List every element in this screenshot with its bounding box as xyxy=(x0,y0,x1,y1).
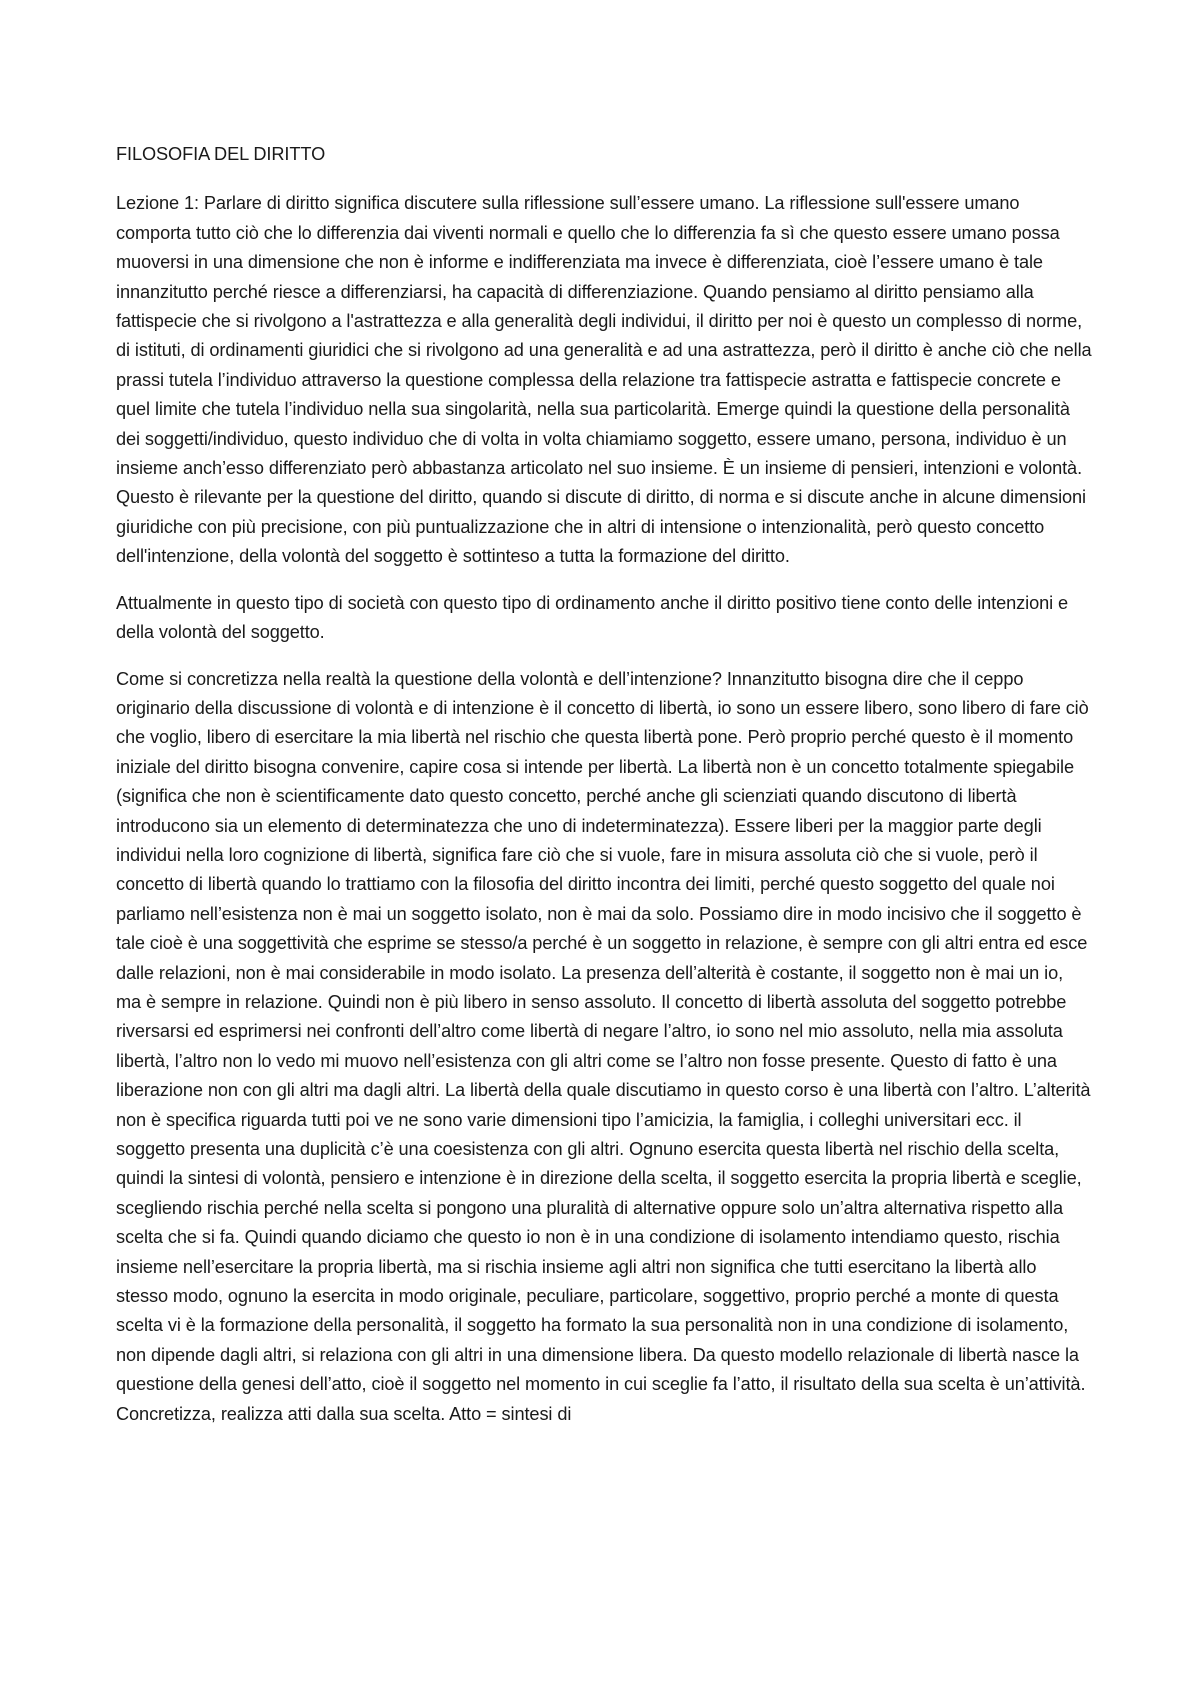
paragraph-liberta: Come si concretizza nella realtà la questione della volontà e dell’intenzione? Innanzitutto bisogna dire che il ceppo originario della discussione di volontà e di intenzione è il concetto di libertà, io sono un essere libero, sono libero di fare ciò che voglio, libero di esercitare la mia libertà nel rischio che questa libertà pone. Però proprio perché questo è il momento iniziale del diritto bisogna convenire, capire cosa si intende per libertà. La libertà non è un concetto totalmente spiegabile (significa che non è scientificamente dato questo concetto, perché anche gli scienziati quando discutono di libertà introducono sia un elemento di determinatezza che uno di indeterminatezza). Essere liberi per la maggior parte degli individui nella loro cognizione di libertà, significa fare ciò che si vuole, fare in misura assoluta ciò che si vuole, però il concetto di libertà quando lo trattiamo con la filosofia del diritto incontra dei limiti, perché questo soggetto del quale noi parliamo nell’esistenza non è mai un soggetto isolato, non è mai da solo. Possiamo dire in modo incisivo che il soggetto è tale cioè è una soggettività che esprime se stesso/a perché è un soggetto in relazione, è sempre con gli altri entra ed esce dalle relazioni, non è mai considerabile in modo isolato. La presenza dell’alterità è costante, il soggetto non è mai un io, ma è sempre in relazione. Quindi non è più libero in senso assoluto. Il concetto di libertà assoluta del soggetto potrebbe riversarsi ed esprimersi nei confronti dell’altro come libertà di negare l’altro, io sono nel mio assoluto, nella mia assoluta libertà, l’altro non lo vedo mi muovo nell’esistenza con gli altri come se l’altro non fosse presente. Questo di fatto è una liberazione non con gli altri ma dagli altri. La libertà della quale discutiamo in questo corso è una libertà con l’altro. L’alterità non è specifica riguarda tutti poi ve ne sono varie dimensioni tipo l’amicizia, la famiglia, i colleghi universitari ecc. il soggetto presenta una duplicità c’è una coesistenza con gli altri. Ognuno esercita questa libertà nel rischio della scelta, quindi la sintesi di volontà, pensiero e intenzione è in direzione della scelta, il soggetto esercita la propria libertà e sceglie, scegliendo rischia perché nella scelta si pongono una pluralità di alternative oppure solo un’altra alternativa rispetto alla scelta che si fa. Quindi quando diciamo che questo io non è in una condizione di isolamento intendiamo questo, rischia insieme nell’esercitare la propria libertà, ma si rischia insieme agli altri non significa che tutti esercitano la libertà allo stesso modo, ognuno la esercita in modo originale, peculiare, particolare, soggettivo, proprio perché a monte di questa scelta vi è la formazione della personalità, il soggetto ha formato la sua personalità non in una condizione di isolamento, non dipende dagli altri, si relaziona con gli altri in una dimensione libera. Da questo modello relazionale di libertà nasce la questione della genesi dell’atto, cioè il soggetto nel momento in cui sceglie fa l’atto, il risultato della sua scelta è un’attività. Concretizza, realizza atti dalla sua scelta. Atto = sintesi di xyxy=(116,668,1091,1424)
document-title: FILOSOFIA DEL DIRITTO xyxy=(116,144,326,164)
paragraph-lezione-1: Lezione 1: Parlare di diritto significa discutere sulla riflessione sull’essere umano. La riflessione sull'essere umano comporta tutto ciò che lo differenzia dai viventi normali e quello che lo differenzia fa sì che questo essere umano possa muoversi in una dimensione che non è informe e indifferenziata ma invece è differenziata, cioè l’essere umano è tale innanzitutto perché riesce a differenziarsi, ha capacità di differenziazione. Quando pensiamo al diritto pensiamo alla fattispecie che si rivolgono a l'astrattezza e alla generalità degli individui, il diritto per noi è questo un complesso di norme, di istituti, di ordinamenti giuridici che si rivolgono ad una generalità e ad una astrattezza, però il diritto è anche ciò che nella prassi tutela l’individuo attraverso la questione complessa della relazione tra fattispecie astratta e fattispecie concrete e quel limite che tutela l’individuo nella sua singolarità, nella sua particolarità. Emerge quindi la questione della personalità dei soggetti/individuo, questo individuo che di volta in volta chiamiamo soggetto, essere umano, persona, individuo è un insieme anch’esso differenziato però abbastanza articolato nel suo insieme. È un insieme di pensieri, intenzioni e volontà. Questo è rilevante per la questione del diritto, quando si discute di diritto, di norma e si discute anche in alcune dimensioni giuridiche con più precisione, con più puntualizzazione che in altri di intensione o intenzionalità, però questo concetto dell'intenzione, della volontà del soggetto è sottinteso a tutta la formazione del diritto. xyxy=(116,193,1092,567)
document-page xyxy=(116,140,1092,1446)
paragraph-diritto-positivo: Attualmente in questo tipo di società con questo tipo di ordinamento anche il diritto positivo tiene conto delle intenzioni e della volontà del soggetto. xyxy=(116,592,1069,643)
